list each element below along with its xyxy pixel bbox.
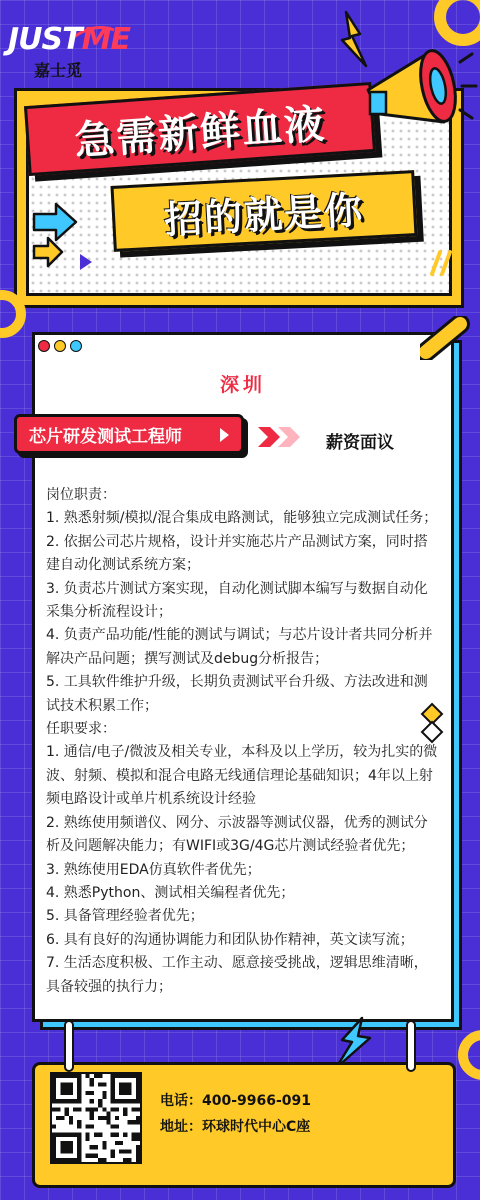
desc-line: 7. 生活态度积极、工作主动、愿意接受挑战，逻辑思维清晰，具备较强的执行力；: [46, 955, 428, 995]
double-chevron-icon: [256, 424, 304, 450]
desc-line: 2. 依据公司芯片规格，设计并实施芯片产品测试方案，同时搭建自动化测试系统方案；: [46, 533, 428, 574]
desc-line: 任职要求：: [46, 721, 116, 738]
logo-wordmark: [8, 22, 130, 57]
megaphone-icon: [360, 40, 478, 152]
desc-line: 3. 负责芯片测试方案实现，自动化测试脚本编写与数据自动化采集分析流程设计；: [46, 580, 428, 621]
desc-line: 2. 熟练使用频谱仪、网分、示波器等测试仪器，优秀的测试分析及问题解决能力；有WIFI或3G/4G芯片测试经验者优先；: [46, 814, 428, 855]
binder-pin-left-icon: [64, 1020, 74, 1072]
desc-line: 4. 熟悉Python、测试相关编程者优先；: [46, 884, 295, 901]
desc-line: 6. 具有良好的沟通协调能力和团队协作精神，英文读写流；: [46, 931, 414, 948]
logo-just: JUST: [8, 22, 82, 57]
city-label: 深圳: [219, 374, 266, 396]
address-text: 地址：环球时代中心C座: [160, 1119, 311, 1135]
slash-lines-icon: [424, 248, 464, 278]
job-title-tag: [14, 414, 244, 454]
job-description: [46, 484, 438, 999]
desc-line: 岗位职责：: [46, 487, 116, 503]
window-dot-blue-icon: [70, 340, 82, 352]
ring-decoration-bottom-icon: [458, 1030, 480, 1080]
desc-line: 4. 负责产品功能/性能的测试与调试；与芯片设计者共同分析并解决产品问题；撰写测试及debug分析报告；: [46, 627, 433, 667]
brand-logo: [8, 22, 128, 88]
headline-line-2: 招的就是你: [163, 187, 366, 242]
desc-line: 3. 熟练使用EDA仿真软件者优先；: [46, 861, 261, 878]
window-dot-red-icon: [38, 340, 50, 352]
binder-pin-right-icon: [406, 1020, 416, 1072]
arrow-right-icon: [30, 200, 110, 280]
headline-line-1: 急需新鲜血液: [72, 100, 328, 165]
window-dot-yellow-icon: [54, 340, 66, 352]
qr-code-icon: [50, 1072, 142, 1164]
play-triangle-icon: [220, 428, 229, 442]
cylinder-decoration-icon: [420, 316, 476, 360]
logo-me: ME: [81, 22, 130, 57]
desc-line: 1. 通信/电子/微波及相关专业，本科及以上学历，较为扎实的微波、射频、模拟和混合电路无线通信理论基础知识；4年以上射频电路设计或单片机系统设计经验: [46, 744, 438, 808]
desc-line: 5. 工具软件维护升级，长期负责测试平台升级、方法改进和测试技术积累工作；: [46, 674, 428, 714]
salary-label: 薪资面议: [326, 433, 394, 453]
diamond-decoration-icon: [420, 702, 444, 744]
logo-chinese-name: 嘉士觅: [34, 61, 83, 80]
desc-line: 1. 熟悉射频/模拟/混合集成电路测试，能够独立完成测试任务；: [46, 510, 438, 527]
job-title: 芯片研发测试工程师: [29, 426, 182, 447]
desc-line: 5. 具备管理经验者优先；: [46, 908, 204, 925]
phone-text: 电话：400-9966-091: [160, 1093, 312, 1109]
